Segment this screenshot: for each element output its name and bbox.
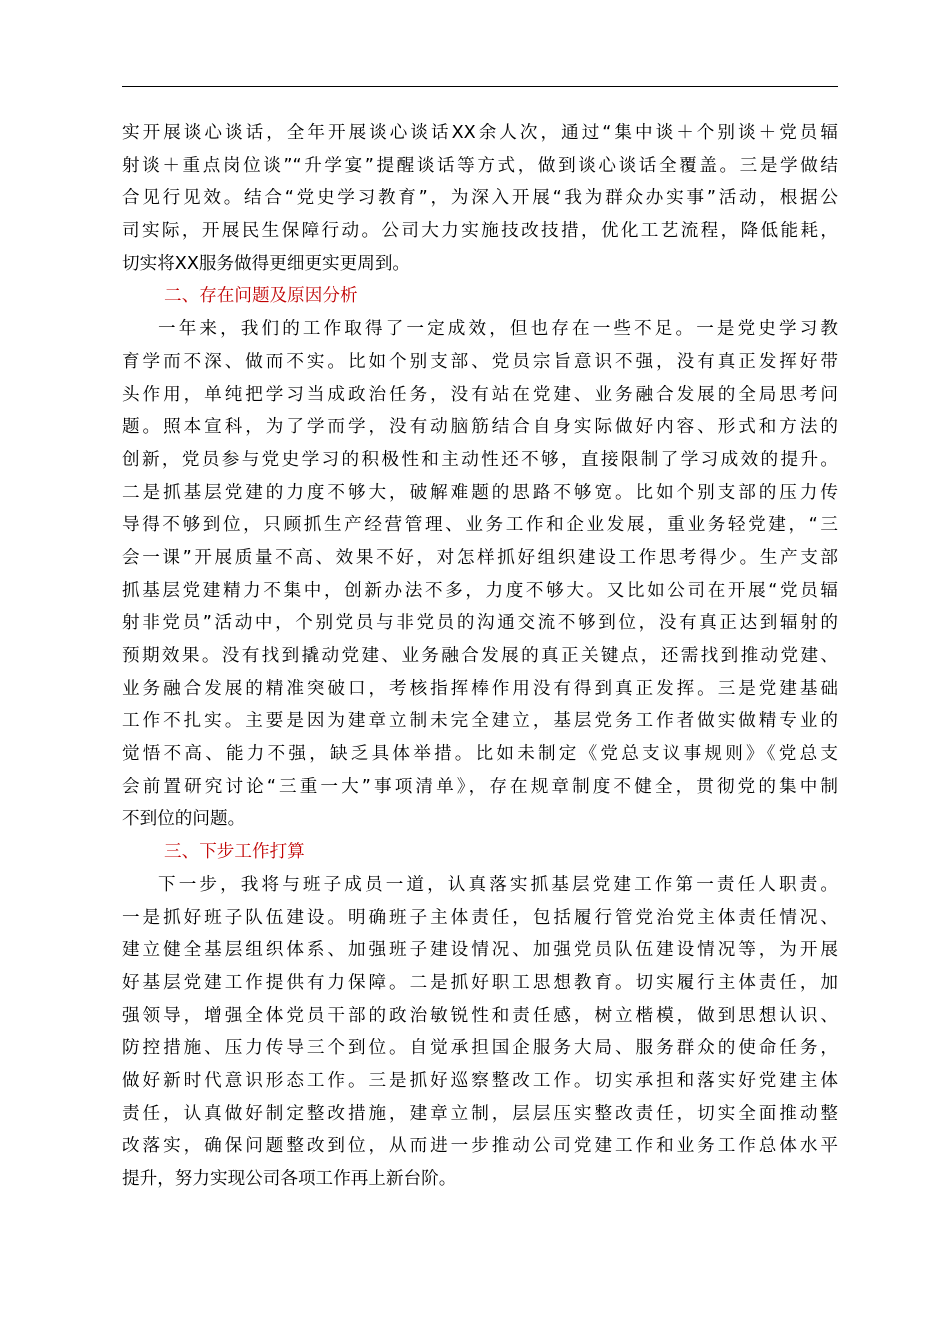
text-line: 工作不扎实。主要是因为建章立制未完全建立，基层党务工作者做实做精专业的 — [122, 711, 838, 732]
text-line: 抓基层党建精力不集中，创新办法不多，力度不够大。又比如公司在开展“党员辐 — [122, 580, 838, 601]
text-line: 实开展谈心谈话，全年开展谈心谈话XX余人次，通过“集中谈＋个别谈＋党员辐 — [122, 123, 838, 143]
text-line: 建立健全基层组织体系、加强班子建设情况、加强党员队伍建设情况等，为开展 — [122, 940, 838, 961]
text-line: 责任，认真做好制定整改措施，建章立制，层层压实整改责任，切实全面推动整 — [122, 1103, 838, 1124]
text-line: 合见行见效。结合“党史学习教育”，为深入开展“我为群众办实事”活动，根据公 — [122, 188, 838, 209]
text-line: 育学而不深、做而不实。比如个别支部、党员宗旨意识不强，没有真正发挥好带 — [122, 351, 838, 372]
paragraph-2 — [122, 313, 838, 836]
document-body — [122, 117, 838, 1196]
text-line: 一是抓好班子队伍建设。明确班子主体责任，包括履行管党治党主体责任情况、 — [122, 907, 838, 928]
section-heading-next-steps: 三、下步工作打算 — [164, 842, 305, 863]
text-line: 二是抓基层党建的力度不够大，破解难题的思路不够宽。比如个别支部的压力传 — [122, 482, 838, 503]
text-line: 射非党员”活动中，个别党员与非党员的沟通交流不够到位，没有真正达到辐射的 — [122, 613, 838, 634]
paragraph-1 — [122, 117, 838, 280]
text-line: 不到位的问题。 — [122, 809, 246, 830]
text-line: 题。照本宣科，为了学而学，没有动脑筋结合自身实际做好内容、形式和方法的 — [122, 417, 838, 438]
text-line: 提升，努力实现公司各项工作再上新台阶。 — [122, 1169, 457, 1189]
section-heading-problems: 二、存在问题及原因分析 — [164, 286, 358, 307]
text-line: 防控措施、压力传导三个到位。自觉承担国企服务大局、服务群众的使命任务， — [122, 1038, 838, 1059]
header-rule — [122, 86, 838, 87]
text-line: 觉悟不高、能力不强，缺乏具体举措。比如未制定《党总支议事规则》《党总支 — [122, 744, 838, 765]
text-line: 业务融合发展的精准突破口，考核指挥棒作用没有得到真正发挥。三是党建基础 — [122, 678, 838, 699]
text-line: 射谈＋重点岗位谈”“升学宴”提醒谈话等方式，做到谈心谈话全覆盖。三是学做结 — [122, 155, 838, 176]
text-line: 创新，党员参与党史学习的积极性和主动性还不够，直接限制了学习成效的提升。 — [122, 449, 838, 470]
text-line: 一年来，我们的工作取得了一定成效，但也存在一些不足。一是党史学习教 — [158, 319, 838, 340]
text-line: 好基层党建工作提供有力保障。二是抓好职工思想教育。切实履行主体责任，加 — [122, 972, 838, 993]
text-line: 做好新时代意识形态工作。三是抓好巡察整改工作。切实承担和落实好党建主体 — [122, 1070, 838, 1091]
text-line: 头作用，单纯把学习当成政治任务，没有站在党建、业务融合发展的全局思考问 — [122, 384, 838, 405]
text-line: 会前置研究讨论“三重一大”事项清单》，存在规章制度不健全，贯彻党的集中制 — [122, 776, 838, 797]
text-line: 会一课”开展质量不高、效果不好，对怎样抓好组织建设工作思考得少。生产支部 — [122, 547, 838, 568]
text-line: 改落实，确保问题整改到位，从而进一步推动公司党建工作和业务工作总体水平 — [122, 1136, 838, 1157]
paragraph-3 — [122, 869, 838, 1196]
text-line: 司实际，开展民生保障行动。公司大力实施技改技措，优化工艺流程，降低能耗， — [122, 221, 838, 242]
text-line: 导得不够到位，只顾抓生产经营管理、业务工作和企业发展，重业务轻党建，“三 — [122, 515, 838, 536]
text-line: 下一步，我将与班子成员一道，认真落实抓基层党建工作第一责任人职责。 — [158, 874, 838, 895]
text-line: 切实将XX服务做得更细更实更周到。 — [122, 253, 411, 274]
text-line: 预期效果。没有找到撬动党建、业务融合发展的真正关键点，还需找到推动党建、 — [122, 646, 838, 666]
text-line: 强领导，增强全体党员干部的政治敏锐性和责任感，树立楷模，做到思想认识、 — [122, 1005, 838, 1026]
